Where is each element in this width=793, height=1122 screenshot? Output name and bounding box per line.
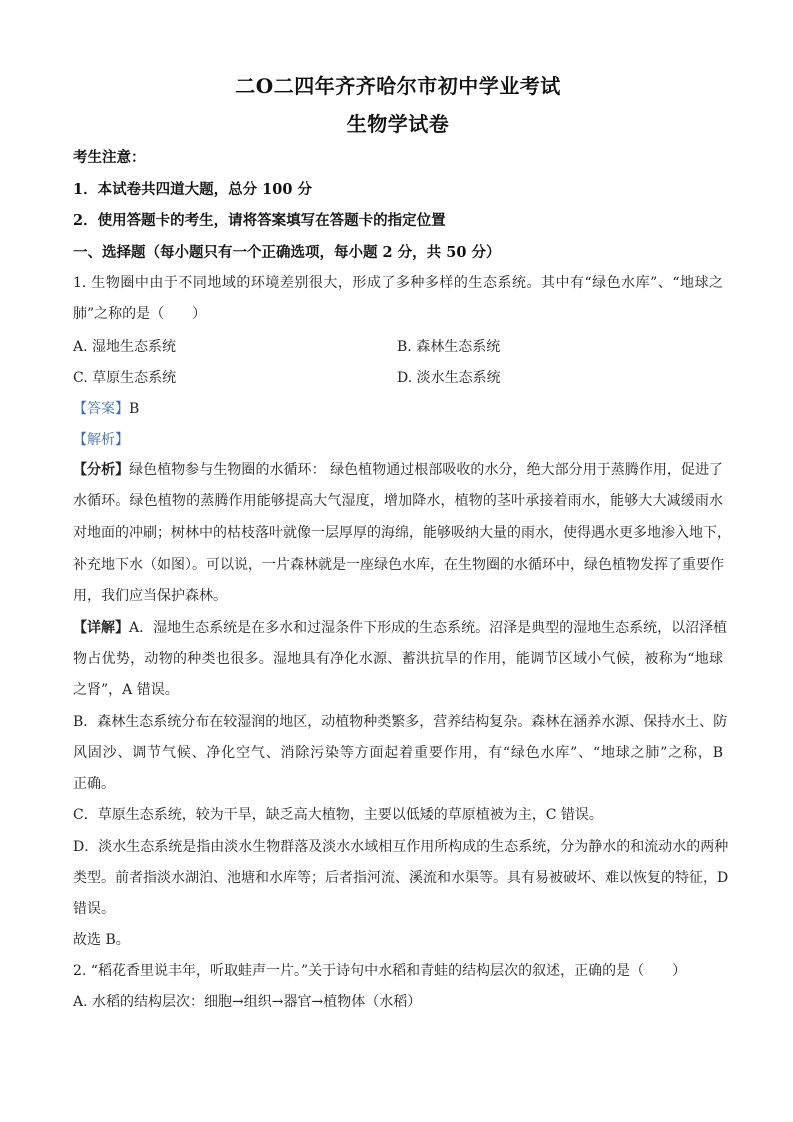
analysis-line: [73, 430, 723, 450]
xiangjie-b-line-3: 正确。: [73, 776, 115, 792]
xiangjie-tag: 【详解】: [73, 620, 129, 636]
fenxi-tag: 【分析】: [73, 462, 130, 478]
fenxi-line-2: 水循环。绿色植物的蒸腾作用能够提高大气湿度，增加降水，植物的茎叶承接着雨水，能够大大减缓雨水: [73, 493, 723, 509]
option-label: A.: [73, 339, 88, 355]
answer-value: B: [129, 401, 140, 417]
fenxi-line-4: 补充地下水（如图）。可以说，一片森林就是一座绿色水库，在生物圈的水循环中，绿色植物发挥了重要作: [73, 557, 724, 573]
question-1-option-c: [73, 368, 176, 388]
option-text: 草原生态系统: [92, 370, 177, 386]
fenxi-line-5: 用，我们应当保护森林。: [73, 588, 227, 604]
xiangjie-a-line-2: 物占优势，动物的种类也很多。湿地具有净化水源、蓄洪抗旱的作用，能调节区域小气候，被称为“地球: [73, 651, 723, 667]
option-text: 淡水生态系统: [416, 370, 501, 386]
exam-title: 二O二四年齐齐哈尔市初中学业考试: [235, 74, 561, 98]
exam-subtitle: 生物学试卷: [346, 112, 450, 136]
answer-tag: 【答案】: [73, 401, 129, 417]
question-1-option-d: [397, 368, 501, 388]
xiangjie-d-line-2: 类型。前者指淡水湖泊、池塘和水库等；后者指河流、溪流和水渠等。具有易被破坏、难以恢复的特征，D: [73, 870, 729, 886]
fenxi-line-3: 对地面的冲刷；树林中的枯枝落叶就像一层厚厚的海绵，能够吸纳大量的雨水，使得遇水更多地渗入地下，: [73, 525, 731, 541]
question-1-option-b: [397, 337, 500, 357]
notice-item-1: 1．本试卷共四道大题，总分 100 分: [73, 181, 312, 198]
notice-item-2: 2．使用答题卡的考生，请将答案填写在答题卡的指定位置: [73, 212, 446, 229]
xiangjie-c-line-1: C．草原生态系统，较为干旱，缺乏高大植物，主要以低矮的草原植被为主，C 错误。: [73, 807, 603, 823]
option-label: B.: [397, 339, 412, 355]
question-1-option-a: [73, 337, 176, 357]
section-heading: 一、选择题（每小题只有一个正确选项，每小题 2 分，共 50 分）: [73, 244, 501, 261]
xiangjie-b-line-2: 风固沙、调节气候、净化空气、消除污染等方面起着重要作用，有“绿色水库”、“地球之肺”之称，B: [73, 745, 723, 761]
xiangjie-d-line-1: D．淡水生态系统是指由淡水生物群落及淡水水域相互作用所构成的生态系统，分为静水的和流动水的两种: [73, 839, 729, 855]
analysis-tag: 【解析】: [73, 432, 129, 448]
option-text: 森林生态系统: [416, 339, 501, 355]
xiangjie-a-text: A．湿地生态系统是在多水和过湿条件下形成的生态系统。沼泽是典型的湿地生态系统，以沼泽植: [129, 620, 728, 636]
xiangjie-b-line-1: B．森林生态系统分布在较湿润的地区，动植物种类繁多，营养结构复杂。森林在涵养水源、保持水土、防: [73, 714, 728, 730]
xiangjie-d-line-3: 错误。: [73, 901, 115, 917]
fenxi-line-1: [73, 460, 723, 480]
notice-heading: 考生注意：: [73, 149, 146, 166]
question-2-stem: 2. “稻花香里说丰年，听取蛙声一片。”关于诗句中水稻和青蛙的结构层次的叙述，正确的是（ ）: [73, 963, 687, 979]
xiangjie-a-line-1: [73, 618, 728, 638]
xiangjie-a-line-3: 之肾”，A 错误。: [73, 682, 179, 698]
option-text: 湿地生态系统: [92, 339, 177, 355]
question-1-stem-line-2: 肺”之称的是（ ）: [73, 306, 207, 322]
answer-line: [73, 399, 723, 419]
question-2-option-a: A. 水稻的结构层次：细胞→组织→器官→植物体（水稻）: [73, 994, 422, 1010]
option-label: C.: [73, 370, 88, 386]
fenxi-text: 绿色植物参与生物圈的水循环： 绿色植物通过根部吸收的水分，绝大部分用于蒸腾作用，促进了: [129, 462, 724, 478]
option-label: D.: [397, 370, 413, 386]
conclusion: 故选 B。: [73, 932, 130, 948]
question-1-stem-line-1: 1. 生物圈中由于不同地域的环境差别很大，形成了多种多样的生态系统。其中有“绿色水库”、“地球之: [73, 275, 723, 291]
